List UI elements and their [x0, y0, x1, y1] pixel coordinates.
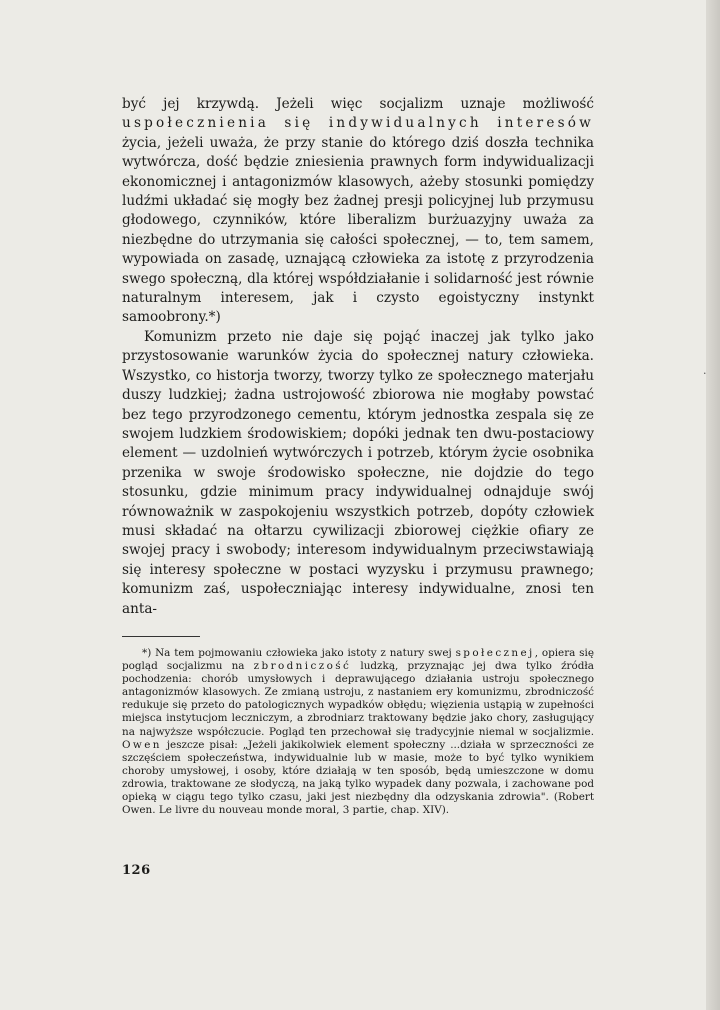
- page-edge-shadow: [706, 0, 720, 1010]
- text-run: jeszcze pisał: „Jeżeli jakikolwiek element społeczny ...działa w sprzeczności ze szczęściem społeczeństwa, indywidualnie lub w masie, może to być tylko wynikiem choroby umysłowej, i osoby, które działają w ten sposób, będą umieszczone w domu zdrowia, traktowane ze słodyczą, na jaką tylko wypadek dany pozwala, i zachowane pod opieką w ciągu tego tylko czasu, jaki jest niezbędny dla odzyskania zdrowia". (Robert Owen. Le livre du nouveau monde moral, 3 partie, chap. XIV).: [122, 738, 594, 817]
- footnote: [122, 647, 594, 817]
- paragraph-2: [122, 328, 594, 619]
- spaced-text: zbrodniczość: [253, 660, 352, 673]
- margin-mark: ·: [703, 367, 707, 380]
- text-run: życia, jeżeli uważa, że przy stanie do którego dziś doszła technika wytwórcza, dość będzie zniesienia prawnych form indywidualizacji ekonomicznej i antagonizmów klasowych, ażeby stosunki pomiędzy ludźmi układać się mogły bez żadnej presji policyjnej lub przymusu głodowego, czynników, które liberalizm burżuazyjny uważa za niezbędne do utrzymania się całości społecznej, — to, tem samem, wypowiada on zasadę, uznającą człowieka za istotę z przyrodzenia swego społeczną, dla której współdziałanie i solidarność jest równie naturalnym interesem, jak i czysto egoistyczny instynkt samoobrony.*): [122, 134, 594, 326]
- text-run: Komunizm przeto nie daje się pojąć inaczej jak tylko jako przystosowanie warunków życia do społecznej natury człowieka. Wszystko, co historja tworzy, tworzy tylko ze społecznego materjału duszy ludzkiej; żadna ustrojowość zbiorowa nie mogłaby powstać bez tego przyrodzonego cementu, którym jednostka zespala się ze swojem ludzkiem środowiskiem; dopóki jednak ten dwu-postaciowy element — uzdolnień wytwórczych i potrzeb, którym życie osobnika przenika w swoje środowisko społeczne, nie dojdzie do tego stosunku, gdzie minimum pracy indywidualnej odnajduje swój równoważnik w zaspokojeniu wszystkich potrzeb, dopóty człowiek musi składać na ołtarzu cywilizacji zbiorowej ciężkie ofiary ze swojej pracy i swobody; interesom indywidualnym przeciwstawiają się interesy społeczne w postaci wyzysku i przymusu prawnego; komunizm zaś, uspołeczniając interesy indywidualne, znosi ten anta-: [122, 328, 594, 617]
- text-run: ludzką, przyznając jej dwa tylko źródła pochodzenia: chorób umysłowych i deprawującego działania ustroju społecznego antagonizmów klasowych. Ze zmianą ustroju, z nastaniem ery komunizmu, zbrodniczość redukuje się przeto do patologicznych wypadków obłędu; więzienia ustąpią w zupełności miejsca instytucjom leczniczym, a zbrodniarz traktowany będzie jako chory, zasługujący na najwyższe współczucie. Pogląd ten przechował się tradycyjnie niemal w socjalizmie.: [122, 660, 594, 738]
- footnote-separator: [122, 636, 200, 637]
- text-run: , opiera się pogląd socjalizmu na: [122, 647, 594, 673]
- footnote-text: [122, 647, 594, 817]
- text-run: być jej krzywdą. Jeżeli więc socjalizm uznaje możliwość: [122, 96, 594, 112]
- spaced-text: Owen: [122, 738, 162, 751]
- paragraph-1: [122, 95, 594, 328]
- text-run: *) Na tem pojmowaniu człowieka jako istoty z natury swej: [142, 647, 456, 659]
- page-number: 126: [122, 863, 151, 878]
- spaced-text: uspołecznienia się indywidualnych interesów: [122, 115, 594, 132]
- main-text: [122, 95, 594, 619]
- spaced-text: społecznej: [455, 647, 535, 659]
